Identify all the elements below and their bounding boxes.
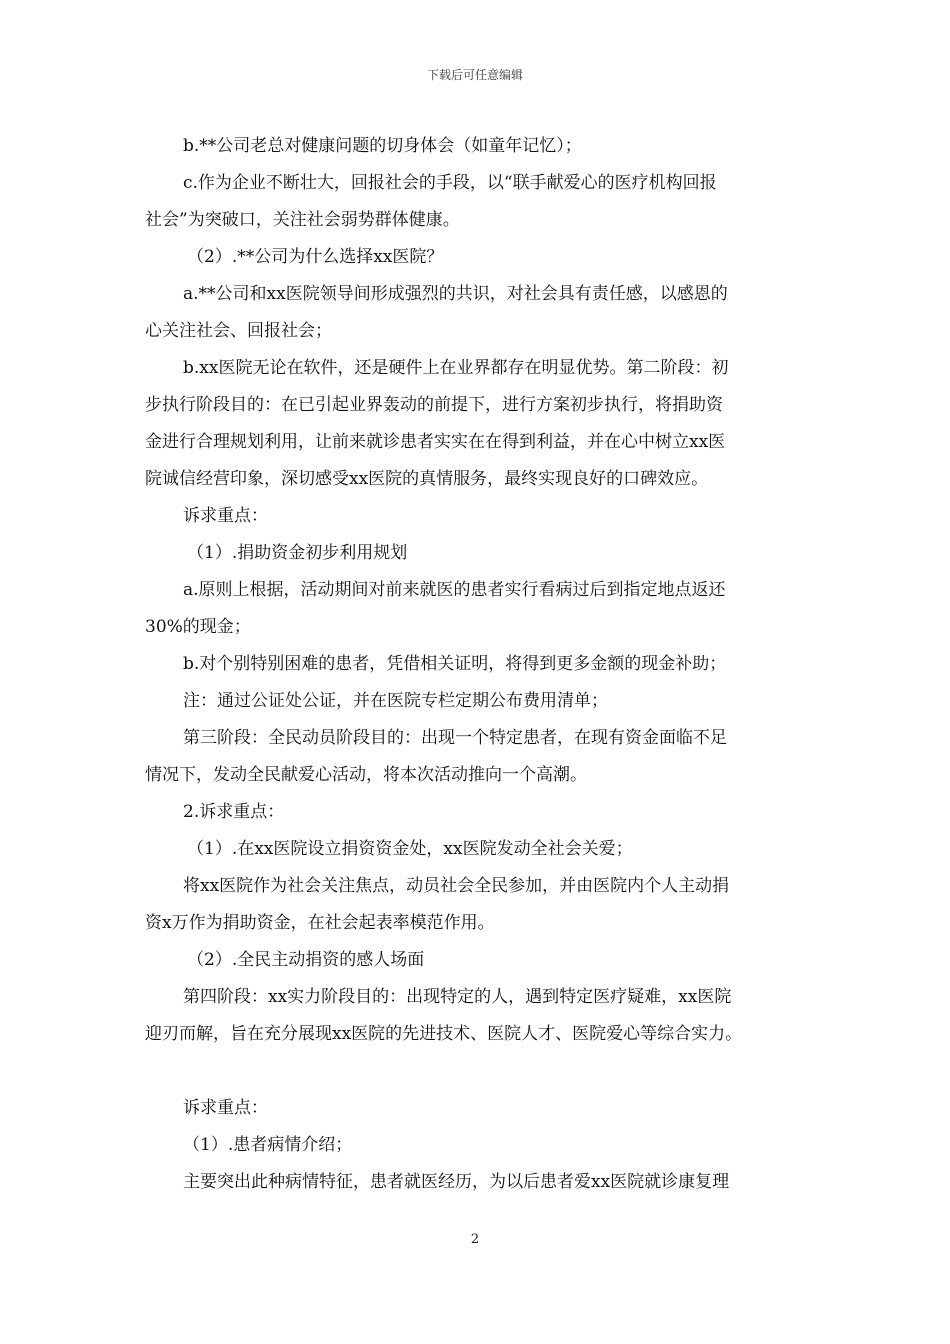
text-line: 情况下，发动全民献爱心活动，将本次活动推向一个高潮。 <box>145 765 587 785</box>
text-line: （2）.全民主动捐资的感人场面 <box>187 950 425 970</box>
text-line: b.**公司老总对健康问题的切身体会（如童年记忆）； <box>183 136 582 156</box>
text-line: a.**公司和xx医院领导间形成强烈的共识，对社会具有责任感，以感恩的 <box>183 284 728 304</box>
text-line: c.作为企业不断壮大，回报社会的手段，以“联手献爱心的医疗机构回报 <box>183 173 717 193</box>
text-line: 金进行合理规划利用，让前来就诊患者实实在在得到利益，并在心中树立xx医 <box>145 432 726 452</box>
text-line: b.对个别特别困难的患者，凭借相关证明，将得到更多金额的现金补助； <box>183 654 727 674</box>
text-line: 步执行阶段目的：在已引起业界轰动的前提下，进行方案初步执行，将捐助资 <box>145 395 723 415</box>
document-body <box>145 128 810 1201</box>
page-number: 2 <box>470 1232 480 1247</box>
text-line: 诉求重点： <box>183 506 268 526</box>
text-line: 第四阶段：xx实力阶段目的：出现特定的人，遇到特定医疗疑难，xx医院 <box>183 987 732 1007</box>
text-line: 社会”为突破口，关注社会弱势群体健康。 <box>145 210 460 230</box>
text-line: b.xx医院无论在软件，还是硬件上在业界都存在明显优势。第二阶段：初 <box>183 358 729 378</box>
paragraph-gap <box>145 1053 810 1090</box>
text-line: 院诚信经营印象，深切感受xx医院的真情服务，最终实现良好的口碑效应。 <box>145 469 709 489</box>
text-line: 诉求重点： <box>183 1098 268 1118</box>
page-header: 下载后可任意编辑 <box>426 68 523 82</box>
text-line: 主要突出此种病情特征，患者就医经历，为以后患者爱xx医院就诊康复理 <box>183 1172 730 1192</box>
text-line: 将xx医院作为社会关注焦点，动员社会全民参加，并由医院内个人主动捐 <box>183 876 730 896</box>
text-line: 第三阶段：全民动员阶段目的：出现一个特定患者，在现有资金面临不足 <box>183 728 727 748</box>
text-line: 迎刃而解，旨在充分展现xx医院的先进技术、医院人才、医院爱心等综合实力。 <box>145 1024 743 1044</box>
text-line: 30%的现金； <box>145 617 251 637</box>
text-line: （2）.**公司为什么选择xx医院？ <box>187 247 444 267</box>
text-line: 2.诉求重点： <box>183 802 285 822</box>
text-line: 心关注社会、回报社会； <box>145 321 332 341</box>
text-line: 注：通过公证处公证，并在医院专栏定期公布费用清单； <box>183 691 608 711</box>
text-line: a.原则上根据，活动期间对前来就医的患者实行看病过后到指定地点返还 <box>183 580 726 600</box>
text-line: （1）.患者病情介绍； <box>183 1135 353 1155</box>
text-line: （1）.捐助资金初步利用规划 <box>187 543 408 563</box>
text-line: 资x万作为捐助资金，在社会起表率模范作用。 <box>145 913 495 933</box>
text-line: （1）.在xx医院设立捐资资金处，xx医院发动全社会关爱； <box>187 839 633 859</box>
